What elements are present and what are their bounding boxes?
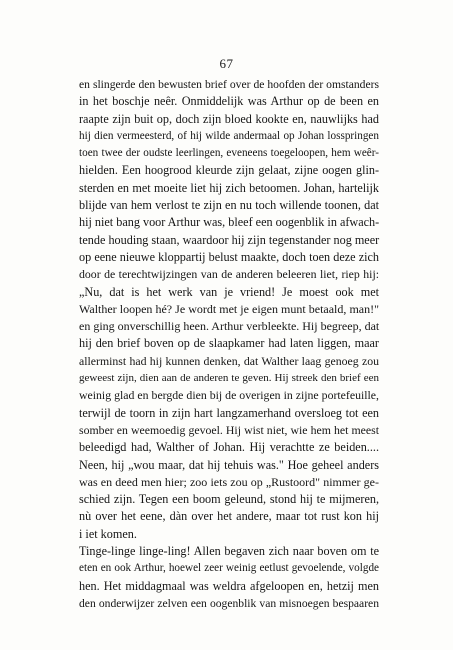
text-line: was en deed men hier; zoo iets zou op „Rustoord" nimmer ge- [79, 474, 379, 489]
text-line: hij niet bang voor Arthur was, bleef een oogenblik in afwach- [79, 215, 380, 230]
text-line: en ging onverschillig heen. Arthur verbleekte. Hij begreep, dat [79, 319, 380, 334]
text-line: raapte zijn buit op, doch zijn bloed kookte en, nauwlijks had [79, 111, 379, 126]
text-line: i iet komen. [79, 526, 137, 541]
text-line: blijde van hem verlost te zijn en nu toch willende toonen, dat [79, 198, 379, 213]
text-line: terwijl de toorn in zijn hart langzamerhand oversloeg tot een [79, 405, 379, 420]
page-number: 67 [219, 56, 234, 71]
text-line: Walther loopen hé? Je wordt met je eigen munt betaald, man!" [79, 301, 379, 316]
text-line: hij den brief boven op de slaapkamer had laten liggen, maar [79, 336, 379, 351]
text-line: tende houding staan, waardoor hij zijn tegenstander nog meer [79, 232, 380, 247]
text-line: Neen, hij „wou maar, dat hij tehuis was." Hoe geheel anders [79, 457, 379, 472]
text-line: schied zijn. Tegen een boom geleund, stond hij te mijmeren, [79, 492, 379, 507]
text-line: somber en weemoedig gevoel. Hij wist niet, wie hem het meest [79, 422, 379, 437]
text-line: op eene nieuwe kloppartij belust maakte, doch toen deze zich [79, 249, 379, 264]
text-line: allerminst had hij kunnen denken, dat Walther laag genoeg zou [79, 353, 379, 368]
text-line: en slingerde den bewusten brief over de hoofden der omstanders [79, 78, 379, 91]
text-line: door de terechtwijzingen van de anderen beleeren liet, riep hij: [79, 267, 379, 282]
text-line: Tinge-linge linge-ling! Allen begaven zich naar boven om te [79, 544, 379, 559]
text-line: den onderwijzer zelven een oogenblik van misnoegen bespaaren [79, 596, 379, 610]
text-line: hij dien vermeesterd, of hij wilde andermaal op Johan losspringen [79, 129, 379, 142]
body-text [79, 76, 379, 612]
text-line: sterden en met moeite liet hij zich betoomen. Johan, hartelijk [79, 180, 379, 195]
text-line: beleedigd had, Walther of Johan. Hij verachtte ze beiden.... [79, 440, 379, 455]
text-line: hen. Het middagmaal was weldra afgeloopen en, hetzij men [79, 578, 379, 593]
text-line: toen twee der oudste leerlingen, eveneens toegeloopen, hem weêr- [79, 147, 379, 160]
text-line: nù over het eene, dàn over het andere, maar tot rust kon hij [79, 509, 379, 524]
text-line: in het boschje neêr. Onmiddelijk was Arthur op de been en [79, 94, 379, 109]
text-line: „Nu, dat is het werk van je vriend! Je moest ook met [79, 284, 379, 299]
text-line: eten en ook Arthur, hoewel zeer weinig eetlust gevoelende, volgde [79, 562, 379, 575]
text-line: geweest zijn, dien aan de anderen te geven. Hij streek den brief een [79, 372, 379, 385]
text-line: hielden. Een hoogrood kleurde zijn gelaat, zijne oogen glin- [79, 163, 379, 178]
text-line: weinig glad en bergde dien bij de overigen in zijne portefeuille, [79, 388, 379, 403]
